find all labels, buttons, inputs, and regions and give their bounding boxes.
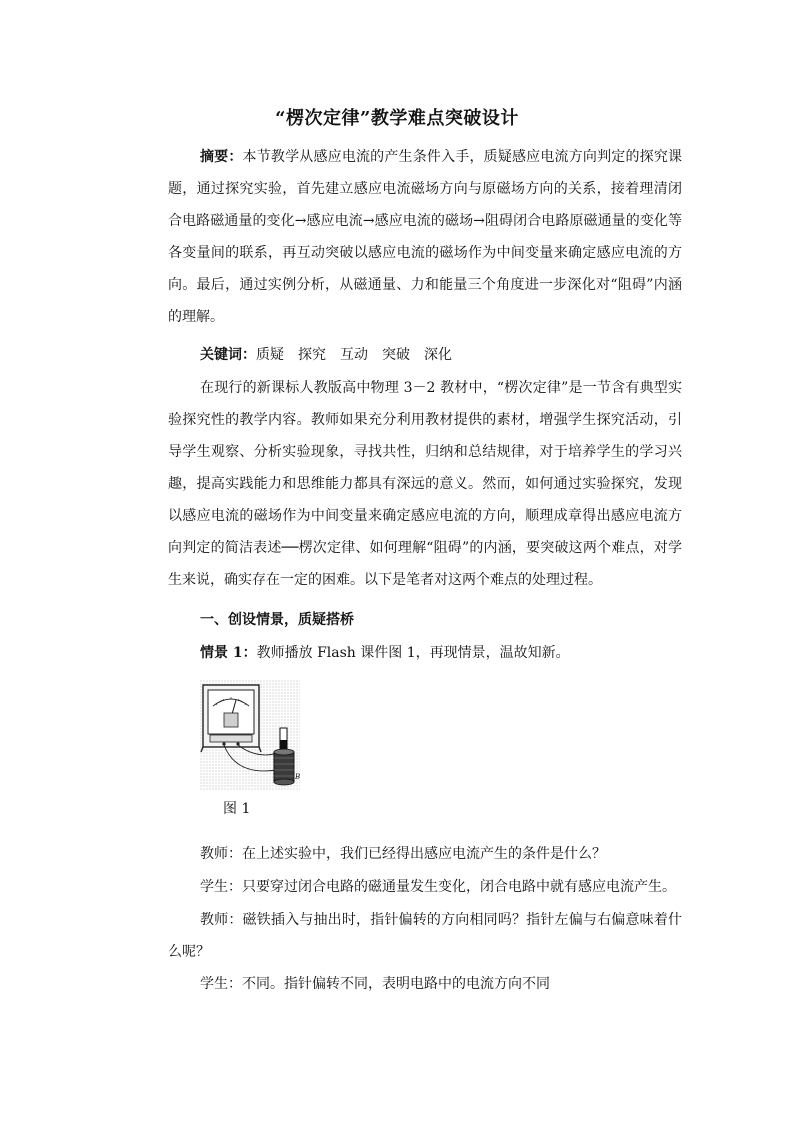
abstract-text: 本节教学从感应电流的产生条件入手，质疑感应电流方向判定的探究课题，通过探究实验，首先建立感应电流磁场方向与原磁场方向的关系，接着理清闭合电路磁通量的变化→感应电流→感应电流的磁场→阻碍闭合电路原磁通量的变化等各变量间的联系，再互动突破以感应电流的磁场作为中间变量来确定感应电流的方向。最后，通过实例分析，从磁通量、力和能量三个角度进一步深化对“阻碍”内涵的理解。 [168,149,682,325]
coil-label: B [295,773,300,781]
keyword: 质疑 [256,347,284,363]
bar-magnet [280,728,287,752]
keyword: 深化 [424,347,452,363]
intro-paragraph: 在现行的新课标人教版高中物理 3－2 教材中，“楞次定律”是一节含有典型实验探究性的教学内容。教师如果充分利用教材提供的素材，增强学生探究活动，引导学生观察、分析实验现象，寻找共性，归纳和总结规律，对于培养学生的学习兴趣，提高实践能力和思维能力都具有深远的意义。然而，如何通过实验探究，发现以感应电流的磁场作为中间变量来确定感应电流的方向，顺理成章得出感应电流方向判定的简洁表述──楞次定律、如何理解“阻碍”的内涵，要突破这两个难点，对学生来说，确实存在一定的困难。以下是笔者对这两个难点的处理过程。 [168,380,682,588]
dialogue-line: 学生：只要穿过闭合电路的磁通量发生变化，闭合电路中就有感应电流产生。 [200,879,676,895]
keyword: 突破 [382,347,410,363]
document-title: “楞次定律”教学难点突破设计 [275,108,519,129]
dialogue-line: 教师：磁铁插入与抽出时，指针偏转的方向相同吗？指针左偏与右偏意味着什么呢？ [168,912,682,960]
dialogue-line: 学生：不同。指针偏转不同，表明电路中的电流方向不同 [200,976,550,992]
galvanometer-figure [200,680,300,790]
scene-label: 情景 1： [200,645,257,661]
dialogue-line: 教师：在上述实验中，我们已经得出感应电流产生的条件是什么？ [200,846,606,862]
abstract-label: 摘要： [200,149,243,165]
scene-text: 教师播放 Flash 课件图 1，再现情景，温故知新。 [256,645,570,661]
section-heading: 一、创设情景，质疑搭桥 [200,612,354,628]
figure-caption: 图 1 [223,801,251,817]
abstract-paragraph [168,141,682,333]
coil [274,749,294,785]
keywords-label: 关键词： [200,347,256,363]
keywords-line [168,339,682,371]
scene-paragraph [168,637,682,669]
galvanometer [201,685,261,752]
keyword: 探究 [298,347,326,363]
keyword: 互动 [340,347,368,363]
